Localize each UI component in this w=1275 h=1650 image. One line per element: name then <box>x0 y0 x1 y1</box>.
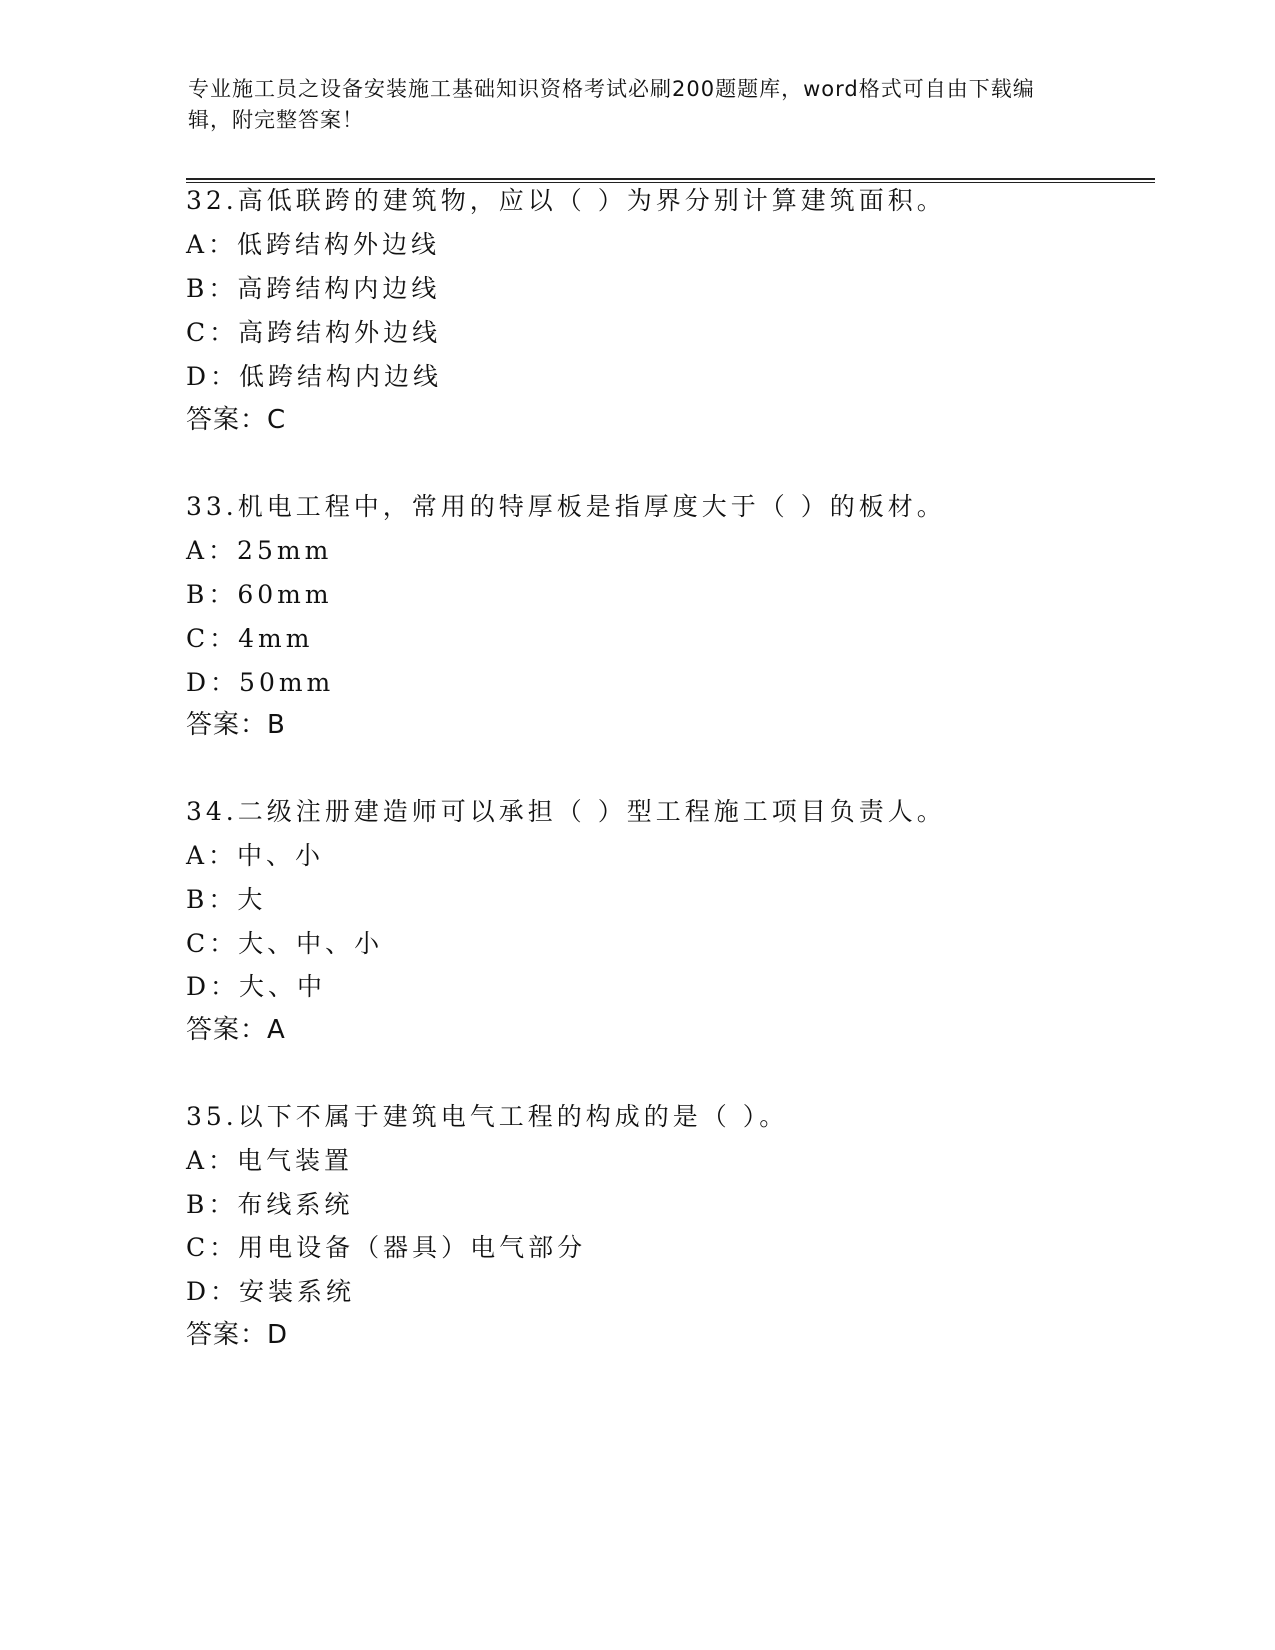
option-b: B：布线系统 <box>186 1190 354 1219</box>
option-b: B：高跨结构内边线 <box>186 274 441 303</box>
header-divider-thick <box>186 178 1155 180</box>
option-c: C：大、中、小 <box>186 929 384 958</box>
question-stem: 34.二级注册建造师可以承担（ ）型工程施工项目负责人。 <box>186 797 946 826</box>
answer-line: 答案：A <box>186 1015 286 1045</box>
option-d: D：安装系统 <box>186 1277 356 1306</box>
option-c: C：4mm <box>186 624 314 653</box>
answer-line: 答案：D <box>186 1320 289 1350</box>
option-a: A：中、小 <box>186 841 325 870</box>
option-d: D：大、中 <box>186 972 327 1001</box>
option-c: C：用电设备（器具）电气部分 <box>186 1233 587 1262</box>
option-b: B：大 <box>186 885 267 914</box>
header-divider-thin <box>186 182 1155 183</box>
answer-line: 答案：C <box>186 405 287 435</box>
option-a: A：电气装置 <box>186 1146 354 1175</box>
question-stem: 33.机电工程中，常用的特厚板是指厚度大于（ ）的板材。 <box>186 492 946 521</box>
question-stem: 32.高低联跨的建筑物，应以（ ）为界分别计算建筑面积。 <box>186 186 946 215</box>
option-a: A：25mm <box>186 536 333 565</box>
option-a: A：低跨结构外边线 <box>186 230 441 259</box>
question-stem: 35.以下不属于建筑电气工程的构成的是（ ）。 <box>186 1102 789 1131</box>
option-d: D：低跨结构内边线 <box>186 362 443 391</box>
option-c: C：高跨结构外边线 <box>186 318 442 347</box>
option-b: B：60mm <box>186 580 333 609</box>
option-d: D：50mm <box>186 668 335 697</box>
answer-line: 答案：B <box>186 710 286 740</box>
document-header: 专业施工员之设备安装施工基础知识资格考试必刷200题题库，word格式可自由下载编辑，附完整答案！ <box>188 77 1035 132</box>
